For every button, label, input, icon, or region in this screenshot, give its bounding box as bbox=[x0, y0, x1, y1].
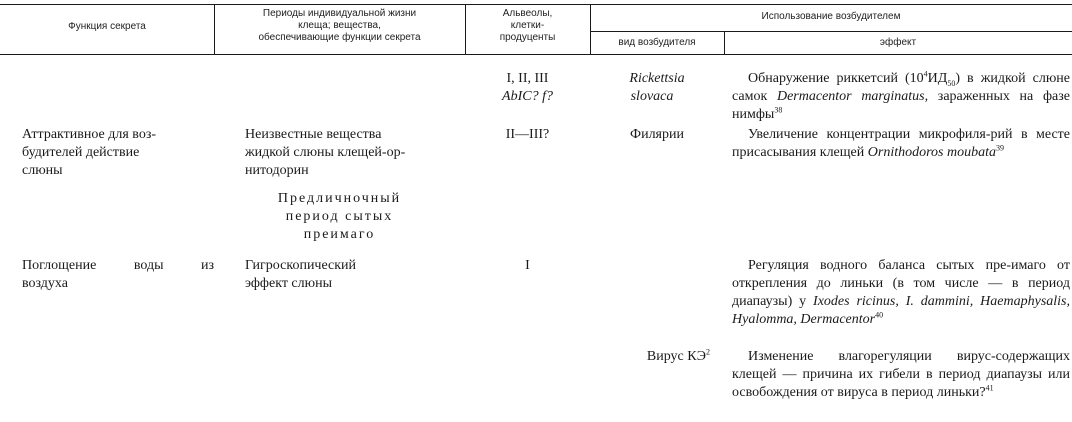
row1-effect-species: Dermacentor marginatus, bbox=[776, 89, 929, 104]
row2-alveoli bbox=[465, 126, 590, 144]
row1-pathogen bbox=[590, 70, 724, 106]
row2-alveoli-text: II—III? bbox=[505, 127, 550, 142]
header-alveoli-l2: клетки- bbox=[510, 20, 545, 31]
row2-pathogen bbox=[590, 126, 724, 144]
row1-alveoli-l1: I, II, III bbox=[506, 71, 549, 86]
row3-alveoli bbox=[465, 257, 590, 275]
top-rule bbox=[0, 4, 1072, 5]
section-heading-l2: период сытых bbox=[285, 209, 394, 224]
header-alveoli-l1: Альвеолы, bbox=[502, 8, 553, 19]
header-periods-l2: клеща; вещества, bbox=[298, 20, 381, 31]
row3-function bbox=[22, 257, 214, 293]
header-function-text: Функция секрета bbox=[68, 21, 146, 32]
row3-alveoli-text: I bbox=[525, 258, 530, 273]
header-effect-text: эффект bbox=[879, 37, 917, 48]
row2-substance-l1: Неизвестные вещества bbox=[245, 127, 382, 142]
row2-substance bbox=[245, 126, 465, 180]
row2-effect bbox=[732, 126, 1070, 162]
row2-pathogen-text: Филярии bbox=[630, 127, 684, 142]
header-pathogen-text: вид возбудителя bbox=[618, 37, 696, 48]
header-function bbox=[0, 21, 214, 33]
row3-effect-a: Регуляция водного баланса сытых пре-имаго от открепления до линьки (в том числе — в период диапаузы) у bbox=[732, 258, 1070, 309]
row4-effect-a: Изменение влагорегуляции вирус-содержащих клещей — причина их гибели в период диапаузы или освобождения от вируса в период линьки? bbox=[732, 349, 1070, 400]
header-alveoli bbox=[465, 8, 590, 44]
header-periods bbox=[214, 8, 465, 44]
section-heading-l3: преимаго bbox=[303, 227, 376, 242]
row1-alveoli-l2: AbIC? f? bbox=[502, 89, 553, 104]
row2-substance-l2: жидкой слюны клещей-ор- bbox=[245, 145, 406, 160]
row3-function-l2: воздуха bbox=[22, 276, 68, 291]
row4-effect-ref: 41 bbox=[985, 383, 994, 393]
row3-function-l1: Поглощение воды из bbox=[22, 258, 214, 273]
row1-effect bbox=[732, 70, 1070, 124]
header-usage-group-text: Использование возбудителем bbox=[761, 11, 901, 22]
row2-effect-species: Ornithodoros moubata bbox=[867, 145, 996, 160]
row1-effect-b: ИД bbox=[927, 71, 948, 86]
group-underline bbox=[590, 31, 1072, 32]
row2-substance-l3: нитодорин bbox=[245, 163, 309, 178]
header-bottom-rule bbox=[0, 54, 1072, 55]
header-alveoli-l3: продуценты bbox=[499, 32, 556, 43]
row4-effect bbox=[732, 348, 1070, 402]
section-heading bbox=[214, 190, 465, 244]
row1-pathogen-l1: Rickettsia bbox=[629, 71, 685, 86]
row4-pathogen-text: Вирус КЭ bbox=[646, 349, 706, 364]
row3-substance-l1: Гигроскопический bbox=[245, 258, 357, 273]
row2-function-l2: будителей действие bbox=[22, 145, 140, 160]
row1-effect-sub: 50 bbox=[947, 78, 956, 88]
section-heading-l1: Предличночный bbox=[277, 191, 402, 206]
row3-effect-ref: 40 bbox=[875, 310, 884, 320]
header-periods-l3: обеспечивающие функции секрета bbox=[258, 32, 421, 43]
row3-effect-species: Ixodes ricinus, I. dammini, Haemaphysalis, Hyalomma, Dermacentor bbox=[732, 294, 1070, 327]
row1-effect-c: ) в жидкой слюне самок bbox=[732, 71, 1070, 104]
header-periods-l1: Периоды индивидуальной жизни bbox=[262, 8, 417, 19]
row1-effect-sup: 4 bbox=[923, 69, 928, 79]
header-effect bbox=[724, 37, 1072, 49]
row2-function-l1: Аттрактивное для воз- bbox=[22, 127, 157, 142]
row1-alveoli bbox=[465, 70, 590, 106]
row1-effect-a: Обнаружение риккетсий (10 bbox=[748, 71, 924, 86]
row1-pathogen-l2: slovaca bbox=[630, 89, 674, 104]
header-usage-group bbox=[590, 11, 1072, 23]
row3-effect bbox=[732, 257, 1070, 329]
row2-effect-a: Увеличение концентрации микрофиля-рий в месте присасывания клещей bbox=[732, 127, 1070, 160]
row3-substance bbox=[245, 257, 465, 293]
row1-effect-d: зараженных на фазе нимфы bbox=[732, 89, 1070, 122]
row4-pathogen-sup: 2 bbox=[706, 347, 710, 357]
row2-function bbox=[22, 126, 214, 180]
row2-effect-ref: 39 bbox=[995, 143, 1004, 153]
row1-effect-ref: 38 bbox=[774, 105, 783, 115]
header-pathogen bbox=[590, 37, 724, 49]
row3-substance-l2: эффект слюны bbox=[245, 276, 332, 291]
row4-pathogen bbox=[590, 348, 724, 366]
row2-function-l3: слюны bbox=[22, 163, 63, 178]
